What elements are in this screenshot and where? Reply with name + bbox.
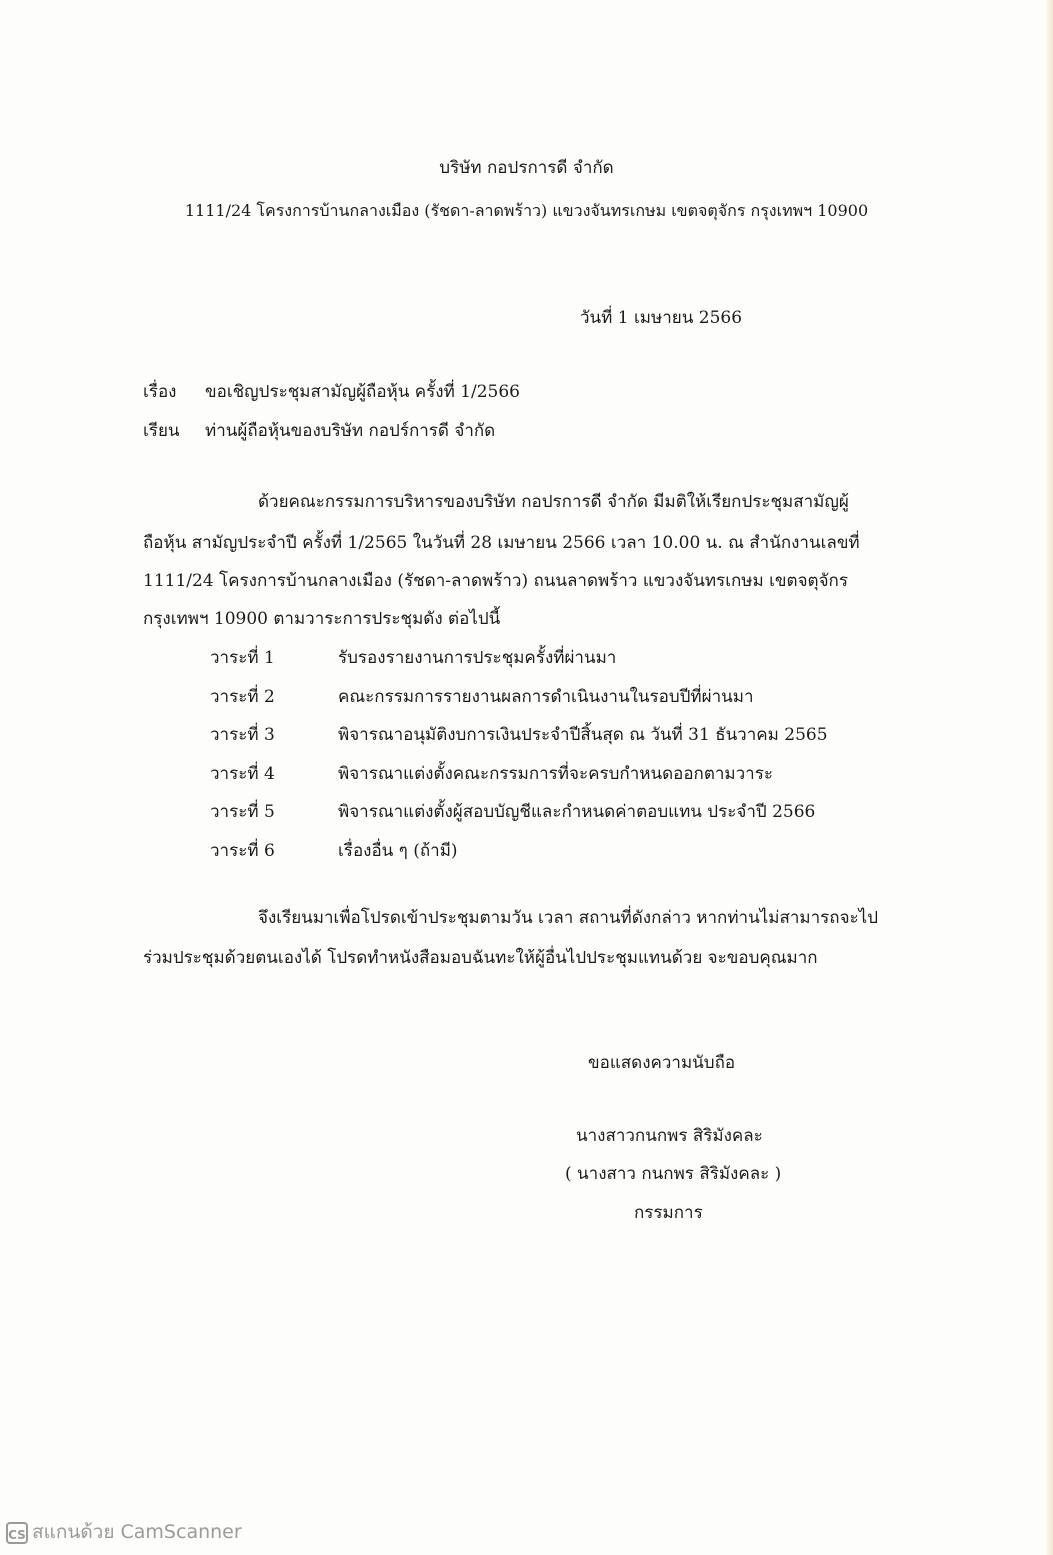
recipient-text: ท่านผู้ถือหุ้นของบริษัท กอปร์การดี จำกัด bbox=[205, 421, 496, 441]
company-name: บริษัท กอปรการดี จำกัด bbox=[439, 158, 614, 178]
camscanner-logo-icon: CS bbox=[6, 1522, 28, 1544]
agenda-label: วาระที่ 2 bbox=[210, 686, 275, 707]
agenda-item bbox=[210, 762, 828, 801]
agenda-text: รับรองรายงานการประชุมครั้งที่ผ่านมา bbox=[338, 648, 617, 668]
agenda-text: คณะกรรมการรายงานผลการดำเนินงานในรอบปีที่ผ่านมา bbox=[338, 686, 754, 707]
subject-line bbox=[143, 380, 520, 404]
agenda-text: พิจารณาแต่งตั้งผู้สอบบัญชีและกำหนดค่าตอบแทน ประจำปี 2566 bbox=[338, 802, 816, 822]
subject-text: ขอเชิญประชุมสามัญผู้ถือหุ้น ครั้งที่ 1/2566 bbox=[205, 382, 520, 402]
camscanner-watermark bbox=[6, 1519, 242, 1545]
paragraph2-line: จึงเรียนมาเพื่อโปรดเข้าประชุมตามวัน เวลา สถานที่ดังกล่าว หากท่านไม่สามารถจะไป bbox=[258, 908, 879, 928]
agenda-item bbox=[210, 800, 828, 839]
agenda-text: พิจารณาแต่งตั้งคณะกรรมการที่จะครบกำหนดออกตามวาระ bbox=[338, 763, 773, 784]
closing-salutation: ขอแสดงความนับถือ bbox=[588, 1053, 736, 1073]
paragraph2-line: ร่วมประชุมด้วยตนเองได้ โปรดทำหนังสือมอบฉันทะให้ผู้อื่นไปประชุมแทนด้วย จะขอบคุณมาก bbox=[143, 948, 818, 968]
agenda-item bbox=[210, 723, 828, 762]
letter-date: วันที่ 1 เมษายน 2566 bbox=[580, 308, 743, 328]
paragraph1-line: ถือหุ้น สามัญประจำปี ครั้งที่ 1/2565 ในวันที่ 28 เมษายน 2566 เวลา 10.00 น. ณ สำนักงานเลขที่ bbox=[143, 533, 860, 553]
paragraph1-line: 1111/24 โครงการบ้านกลางเมือง (รัชดา-ลาดพร้าว) ถนนลาดพร้าว แขวงจันทรเกษม เขตจตุจักร bbox=[143, 571, 848, 591]
signature-name: นางสาวกนกพร สิริมังคละ bbox=[576, 1126, 763, 1146]
recipient-label: เรียน bbox=[143, 421, 180, 441]
paragraph1-line: กรุงเทพฯ 10900 ตามวาระการประชุมดัง ต่อไปนี้ bbox=[143, 609, 501, 629]
agenda-text: พิจารณาอนุมัติงบการเงินประจำปีสิ้นสุด ณ วันที่ 31 ธันวาคม 2565 bbox=[338, 725, 828, 745]
agenda-list bbox=[210, 646, 828, 877]
agenda-item bbox=[210, 646, 828, 685]
subject-label: เรื่อง bbox=[143, 382, 177, 402]
agenda-label: วาระที่ 3 bbox=[210, 725, 275, 745]
agenda-label: วาระที่ 6 bbox=[210, 840, 275, 861]
printed-name: ( นางสาว กนกพร สิริมังคละ ) bbox=[565, 1164, 782, 1184]
recipient-line bbox=[143, 419, 495, 443]
agenda-label: วาระที่ 5 bbox=[210, 802, 275, 822]
page-edge-shadow bbox=[1045, 0, 1053, 1555]
paragraph1-line: ด้วยคณะกรรมการบริหารของบริษัท กอปรการดี จำกัด มีมติให้เรียกประชุมสามัญผู้ bbox=[258, 492, 849, 512]
company-address: 1111/24 โครงการบ้านกลางเมือง (รัชดา-ลาดพร้าว) แขวงจันทรเกษม เขตจตุจักร กรุงเทพฯ 10900 bbox=[184, 201, 869, 220]
watermark-text: สแกนด้วย CamScanner bbox=[32, 1521, 242, 1543]
agenda-label: วาระที่ 4 bbox=[210, 763, 275, 784]
signer-title: กรรมการ bbox=[634, 1203, 703, 1223]
agenda-text: เรื่องอื่น ๆ (ถ้ามี) bbox=[338, 840, 458, 861]
agenda-item bbox=[210, 839, 828, 878]
agenda-label: วาระที่ 1 bbox=[210, 648, 275, 668]
agenda-item bbox=[210, 685, 828, 724]
